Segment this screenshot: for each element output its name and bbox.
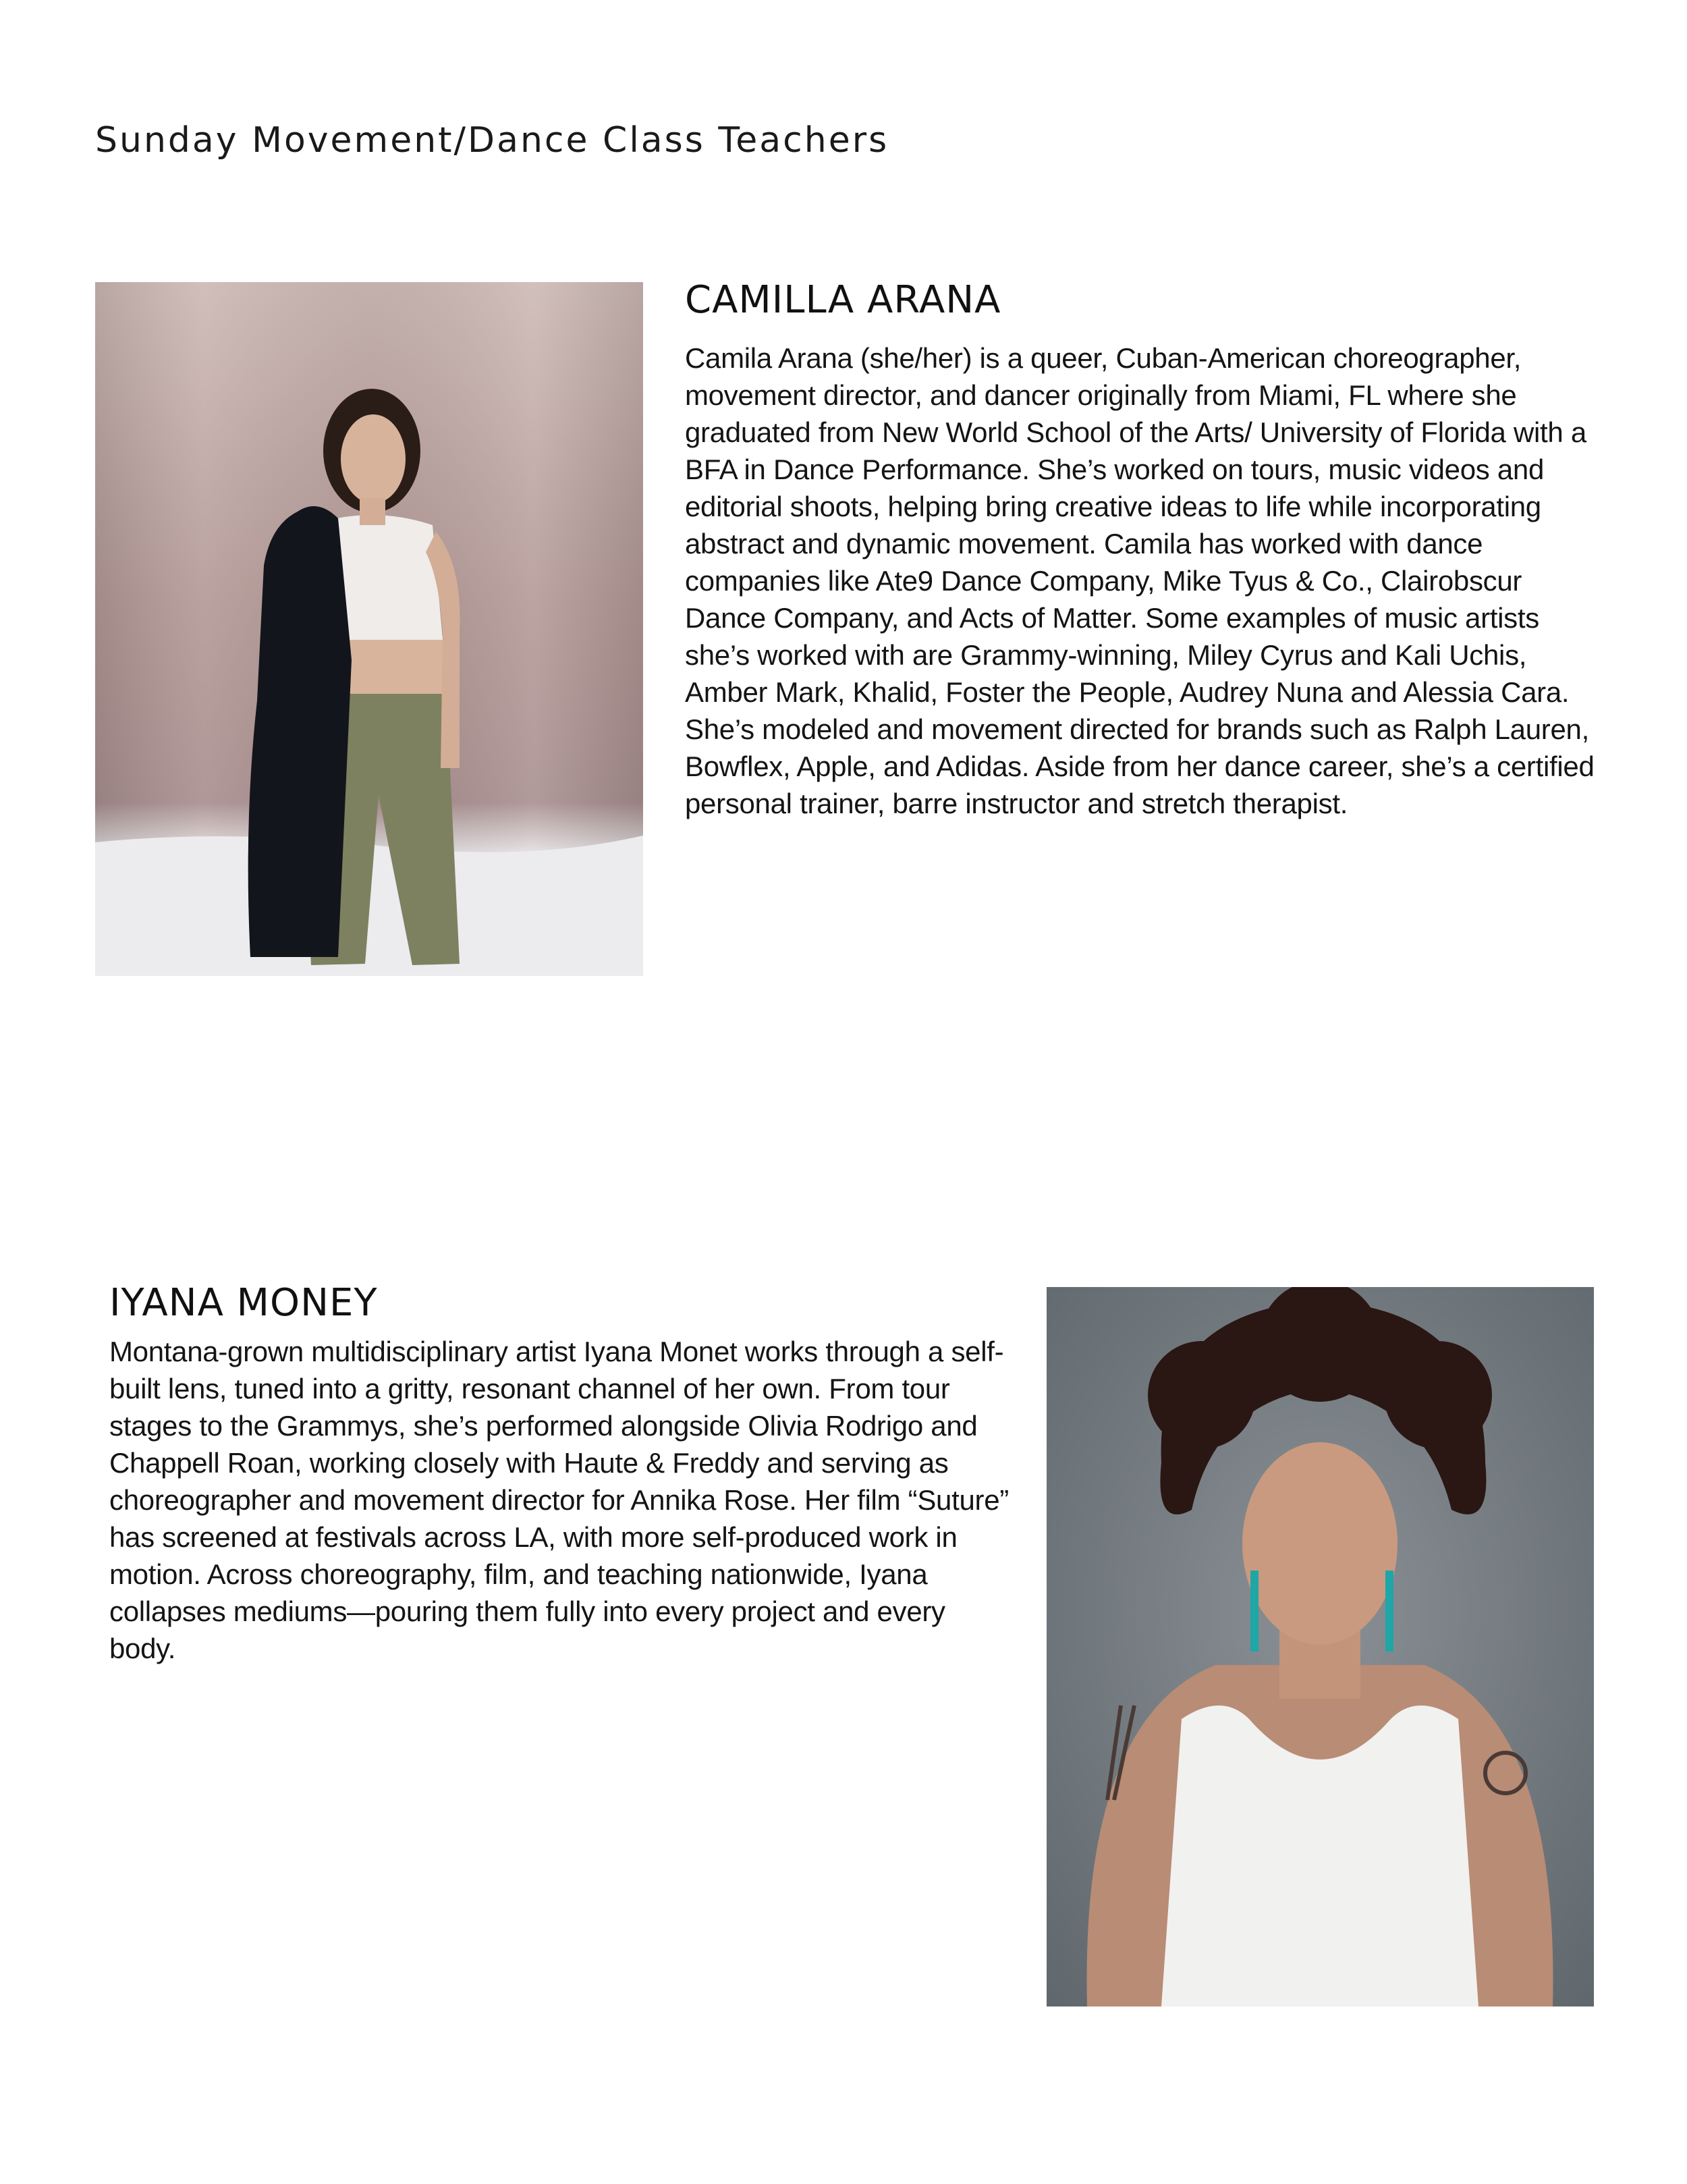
teacher-bio-camilla-arana	[685, 278, 1603, 822]
teacher-name: IYANA MONEY	[109, 1281, 378, 1325]
teacher-name: CAMILLA ARANA	[685, 278, 1001, 322]
page-title: Sunday Movement/Dance Class Teachers	[95, 120, 889, 161]
teacher-bio-iyana-money	[109, 1281, 1014, 1667]
teacher-bio-text: Camila Arana (she/her) is a queer, Cuban-American choreographer, movement director, and dancer originally from Miami, FL where she graduated from New World School of the Arts/ University of Florida with a BFA in Dance Performance. She’s worked on tours, music videos and editorial shoots, helping bring creative ideas to life while incorporating abstract and dynamic movement. Camila has worked with dance companies like Ate9 Dance Company, Mike Tyus & Co., Clairobscur Dance Company, and Acts of Matter. Some examples of music artists she’s worked with are Grammy-winning, Miley Cyrus and Kali Uchis, Amber Mark, Khalid, Foster the People, Audrey Nuna and Alessia Cara. She’s modeled and movement directed for brands such as Ralph Lauren, Bowflex, Apple, and Adidas. Aside from her dance career, she’s a certified personal trainer, barre instructor and stretch therapist.	[685, 342, 1595, 819]
teacher-bio-text: Montana-grown multidisciplinary artist Iyana Monet works through a self-built lens, tuned into a gritty, resonant channel of her own. From tour stages to the Grammys, she’s performed alongside Olivia Rodrigo and Chappell Roan, working closely with Haute & Freddy and serving as choreographer and movement director for Annika Rose. Her film “Suture” has screened at festivals across LA, with more self-produced work in motion. Across choreography, film, and teaching nationwide, Iyana collapses mediums—pouring them fully into every project and every body.	[109, 1336, 1009, 1664]
teacher-photo-iyana-money	[1047, 1287, 1594, 2006]
teacher-photo-camilla-arana	[95, 282, 643, 976]
